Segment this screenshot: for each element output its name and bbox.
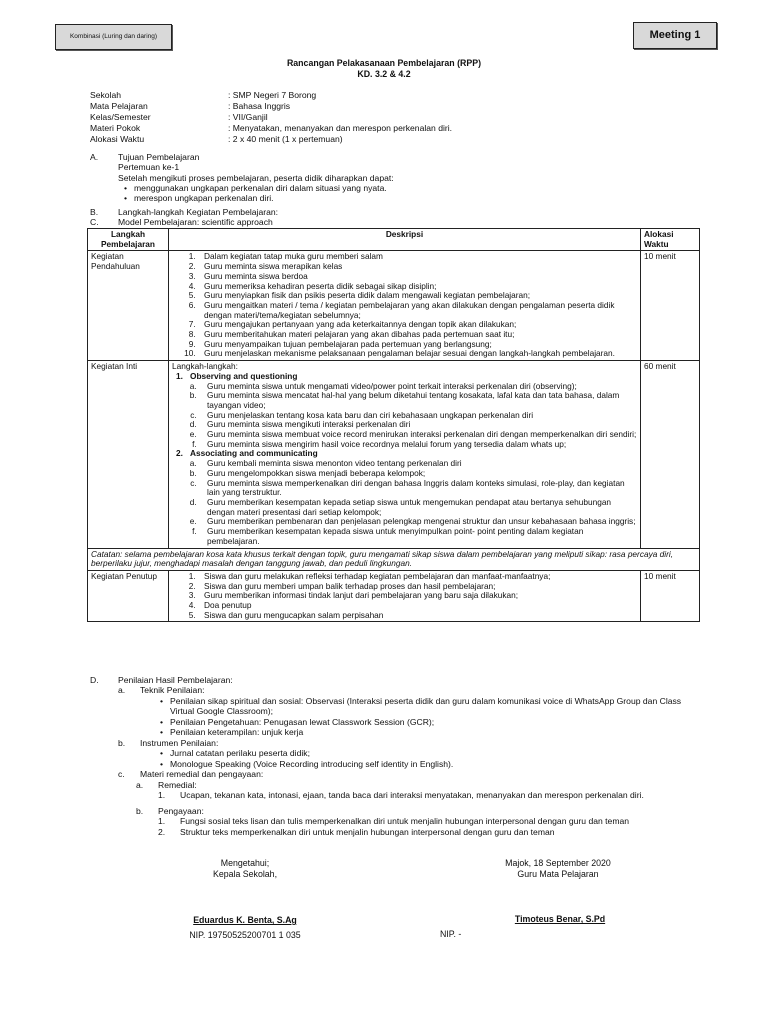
list-item: 5. Siswa dan guru mengucapkan salam perpisahan — [198, 611, 637, 621]
enrichment-title: Pengayaan: — [158, 805, 204, 816]
info-row-subject: Mata Pelajaran : Bahasa Inggris — [90, 101, 291, 111]
closing-description — [169, 570, 641, 622]
step-opening: Kegiatan Pendahuluan — [88, 251, 169, 361]
principal-name: Eduardus K. Benta, S.Ag — [193, 915, 297, 925]
principal-signature-block: Mengetahui; Kepala Sekolah, — [212, 858, 278, 879]
list-item: 8. Guru memberitahukan materi pelajaran yang akan dibahas pada pertemuan saat itu; — [198, 330, 637, 340]
list-item: 2. Siswa dan guru memberi umpan balik terhadap proses dan hasil pembelajaran; — [198, 582, 637, 592]
step-closing: Kegiatan Penutup — [88, 570, 169, 622]
list-item: • Penilaian keterampilan: unjuk kerja — [170, 727, 700, 737]
list-item: a. Guru meminta siswa untuk mengamati video/power point terkait interaksi perkenalan diri (observing); — [199, 382, 637, 392]
mode-label-box — [55, 24, 172, 50]
list-item: 7. Guru mengajukan pertanyaan yang ada keterkaitannya dengan topik akan dilakukan; — [198, 320, 637, 330]
section-d-title: Penilaian Hasil Pembelajaran: — [118, 675, 233, 685]
assessment-instrument-title: Instrumen Penilaian: — [140, 737, 219, 748]
list-item: 9. Guru menyampaikan tujuan pembelajaran pada pertemuan yang berlangsung; — [198, 340, 637, 350]
list-item: c. Guru menjelaskan tentang kosa kata baru dan ciri kebahasaan ungkapan perkenalan diri — [199, 411, 637, 421]
section-d: D. Penilaian Hasil Pembelajaran: a. Teknik Penilaian: • Penilaian sikap spiritual dan sosial: Observasi (Interaksi peserta didik dan guru dalam komunikasi voice di WhatsApp Group dan Class Virtual Google Classroom); • Penilaian Pengetahuan: Penugasan lewat Classwork Session (GCR); • Penilaian keterampilan: unjuk kerja b. Instrumen Penilaian: • Jurnal catatan perilaku peserta didik; • Monologue Speaking (Voice Recording introducing self identity in English). c. Materi remedial dan pengayaan: a. Remedial: 1. Ucapan, tekanan kata, intonasi, ejaan, tanda baca dari interaksi menyatakan, menanyakan dan merespon perkenalan diri. b. Pengayaan: 1. Fungsi sosial teks lisan dan tulis memperkenalkan diri untuk menjalin hubungan interpersonal dengan guru dan teman 2. Struktur teks memperkenalkan diri untuk menjalin hubungan interpersonal dengan guru dan teman — [90, 675, 700, 837]
principal-nip: NIP. 19750525200701 1 035 — [189, 929, 301, 940]
observation-note: Catatan: selama pembelajaran kosa kata khusus terkait dengan topik, guru mengamati sikap siswa dalam pembelajaran yang meliputi sikap: rasa percaya diri, berperilaku jujur, menghadapi masalah dengan tanggung jawab, dan peduli lingkungan. — [88, 548, 700, 570]
section-a-title: Tujuan Pembelajaran — [118, 152, 200, 162]
table-header-row — [88, 229, 700, 251]
list-item: 1. Ucapan, tekanan kata, intonasi, ejaan, tanda baca dari interaksi menyatakan, menanyakan dan merespon perkenalan diri. — [158, 790, 644, 801]
list-item: f. Guru memberikan kesempatan kepada siswa untuk menyimpulkan point- point penting dalam kegiatan pembelajaran. — [199, 527, 637, 546]
list-item: e. Guru meminta siswa membuat voice record menirukan interaksi perkenalan diri dengan memperkenalkan diri sendiri; — [199, 430, 637, 440]
list-item: c. Guru meminta siswa memperkenalkan diri dengan bahasa Inggris dalam konteks simulasi, role-play, dan kegiatan lain yang terstruktur. — [199, 479, 637, 498]
list-item: d. Guru memberikan kesempatan kepada setiap siswa untuk mengemukan pendapat atau bertanya sehubungan dengan materi presentasi dari setiap kelompok; — [199, 498, 637, 517]
list-item: 3. Guru memberikan informasi tindak lanjut dari pembelajaran yang baru saja dilakukan; — [198, 591, 637, 601]
list-item: b. Guru meminta siswa mencatat hal-hal yang belum diketahui tentang kosakata, lafal kata dan tata bahasa, dalam tayangan video; — [199, 391, 637, 410]
section-c: C. Model Pembelajaran: scientific approach — [90, 217, 273, 227]
info-row-time: Alokasi Waktu : 2 x 40 menit (1 x pertemuan) — [90, 134, 343, 144]
list-item: 6. Guru mengaitkan materi / tema / kegiatan pembelajaran yang akan dilakukan dengan pengalaman peserta didik dengan materi/tema/kegiatan sebelumnya; — [198, 301, 637, 320]
mode-label: Kombinasi (Luring dan daring) — [69, 33, 158, 41]
list-item: b. Guru mengelompokkan siswa menjadi beberapa kelompok; — [199, 469, 637, 479]
core-description: Langkah-langkah: 1. Observing and questioning a. Guru meminta siswa untuk mengamati video/power point terkait interaksi perkenalan diri (observing); b. Guru meminta siswa mencatat hal-hal yang belum diketahui tentang kosakata, lafal kata dan tata bahasa, dalam tayangan video; c. Guru menjelaskan tentang kosa kata baru dan ciri kebahasaan ungkapan perkenalan diri d. Guru meminta siswa mengikuti interaksi perkenalan diri e. Guru meminta siswa membuat voice record menirukan interaksi perkenalan diri dengan memperkenalkan diri sendiri; f. Guru meminta siswa mengirim hasil voice recordnya melalui forum yang tersedia dalam whats up; 2. Associating and communicating a. Guru kembali meminta siswa menonton video tentang perkenalan diri b. Guru mengelompokkan siswa menjadi beberapa kelompok; c. Guru meminta siswa memperkenalkan diri dengan bahasa Inggris dalam konteks simulasi, role-play, dan kegiatan lain yang terstruktur. d. Guru memberikan kesempatan kepada setiap siswa untuk mengemukan pendapat atau bertanya sehubungan dengan materi presentasi dari setiap kelompok; e. Guru memberikan pembenaran dan penjelasan pelengkap mengenai struktur dan unsur kebahasaan bahasa inggris; f. Guru memberikan kesempatan kepada siswa untuk menyimpulkan point- point penting dalam kegiatan pembelajaran. — [169, 361, 641, 548]
remedial-enrichment-title: Materi remedial dan pengayaan: — [140, 769, 264, 780]
list-item: 4. Doa penutup — [198, 601, 637, 611]
learning-steps-table — [87, 228, 700, 622]
list-item: 1. Siswa dan guru melakukan refleksi terhadap kegiatan pembelajaran dan manfaat-manfaatnya; — [198, 572, 637, 582]
subheading-associating: 2. Associating and communicating — [176, 448, 318, 459]
header-time: Alokasi Waktu — [641, 229, 700, 251]
table-row — [88, 570, 700, 622]
list-item: 1. Fungsi sosial teks lisan dan tulis memperkenalkan diri untuk menjalin hubungan interpersonal dengan guru dan teman — [158, 816, 630, 827]
list-item: e. Guru memberikan pembenaran dan penjelasan pelengkap mengenai struktur dan unsur kebahasaan bahasa inggris; — [199, 517, 637, 527]
list-item: • Monologue Speaking (Voice Recording introducing self identity in English). — [170, 759, 700, 769]
header-description: Deskripsi — [169, 229, 641, 251]
step-core: Kegiatan Inti — [88, 361, 169, 548]
list-item: 4. Guru memeriksa kehadiran peserta didik sebagai sikap disiplin; — [198, 282, 637, 292]
section-a-intro: Setelah mengikuti proses pembelajaran, peserta didik diharapkan dapat: — [118, 172, 394, 183]
list-item: • Penilaian Pengetahuan: Penugasan lewat Classwork Session (GCR); — [170, 717, 700, 727]
subheading-observing: 1. Observing and questioning — [176, 370, 298, 381]
opening-description — [169, 251, 641, 361]
objective-item: • merespon ungkapan perkenalan diri. — [134, 193, 394, 203]
list-item: 2. Struktur teks memperkenalkan diri untuk menjalin hubungan interpersonal dengan guru dan teman — [158, 826, 555, 837]
list-item: 5. Guru menyiapkan fisik dan psikis peserta didik dalam mengawali kegiatan pembelajaran; — [198, 291, 637, 301]
info-row-school: Sekolah : SMP Negeri 7 Borong — [90, 90, 317, 100]
identity-info — [90, 90, 452, 145]
principal-name-block — [160, 915, 330, 940]
list-item: a. Guru kembali meminta siswa menonton video tentang perkenalan diri — [199, 459, 637, 469]
list-item: • Jurnal catatan perilaku peserta didik; — [170, 748, 700, 758]
table-row — [88, 361, 700, 548]
table-row — [88, 251, 700, 361]
list-item: f. Guru meminta siswa mengirim hasil voice recordnya melalui forum yang tersedia dalam whats up; — [199, 440, 637, 450]
section-a-meeting: Pertemuan ke-1 — [118, 162, 180, 173]
section-b: B. Langkah-langkah Kegiatan Pembelajaran: — [90, 207, 279, 217]
remedial-title: Remedial: — [158, 779, 197, 790]
list-item: 10. Guru menjelaskan mekanisme pelaksanaan pengalaman belajar sesuai dengan langkah-langkah pembelajaran. — [198, 349, 637, 359]
list-item: 3. Guru meminta siswa berdoa — [198, 272, 637, 282]
objective-item: • menggunakan ungkapan perkenalan diri dalam situasi yang nyata. — [134, 183, 394, 193]
info-row-topic: Materi Pokok : Menyatakan, menanyakan dan merespon perkenalan diri. — [90, 123, 453, 133]
core-time: 60 menit — [641, 361, 700, 548]
list-item: 2. Guru meminta siswa merapikan kelas — [198, 262, 637, 272]
teacher-nip: NIP. - — [440, 929, 462, 939]
opening-time: 10 menit — [641, 251, 700, 361]
document-title: Rancangan Pelakasanaan Pembelajaran (RPP) — [286, 58, 482, 68]
info-row-class: Kelas/Semester : VII/Ganjil — [90, 112, 268, 122]
assessment-technique-title: Teknik Penilaian: — [140, 685, 205, 696]
list-item: • Penilaian sikap spiritual dan sosial: Observasi (Interaksi peserta didik dan guru dalam komunikasi voice di WhatsApp Group dan Class Virtual Google Classroom); — [170, 696, 700, 717]
section-a: A. Tujuan Pembelajaran Pertemuan ke-1 Setelah mengikuti proses pembelajaran, peserta didik diharapkan dapat: • menggunakan ungkapan perkenalan diri dalam situasi yang nyata. • merespon ungkapan perkenalan diri. — [90, 152, 394, 204]
meeting-label-box — [633, 22, 717, 49]
teacher-name: Timoteus Benar, S.Pd — [514, 914, 606, 924]
list-item: 1. Dalam kegiatan tatap muka guru memberi salam — [198, 252, 637, 262]
meeting-label: Meeting 1 — [649, 28, 701, 41]
table-note-row — [88, 548, 700, 570]
teacher-signature-block: Majok, 18 September 2020 Guru Mata Pelajaran — [505, 858, 611, 879]
list-item: d. Guru meminta siswa mengikuti interaksi perkenalan diri — [199, 420, 637, 430]
header-step: Langkah Pembelajaran — [88, 229, 169, 251]
document-subtitle: KD. 3.2 & 4.2 — [357, 69, 411, 79]
closing-time: 10 menit — [641, 570, 700, 622]
